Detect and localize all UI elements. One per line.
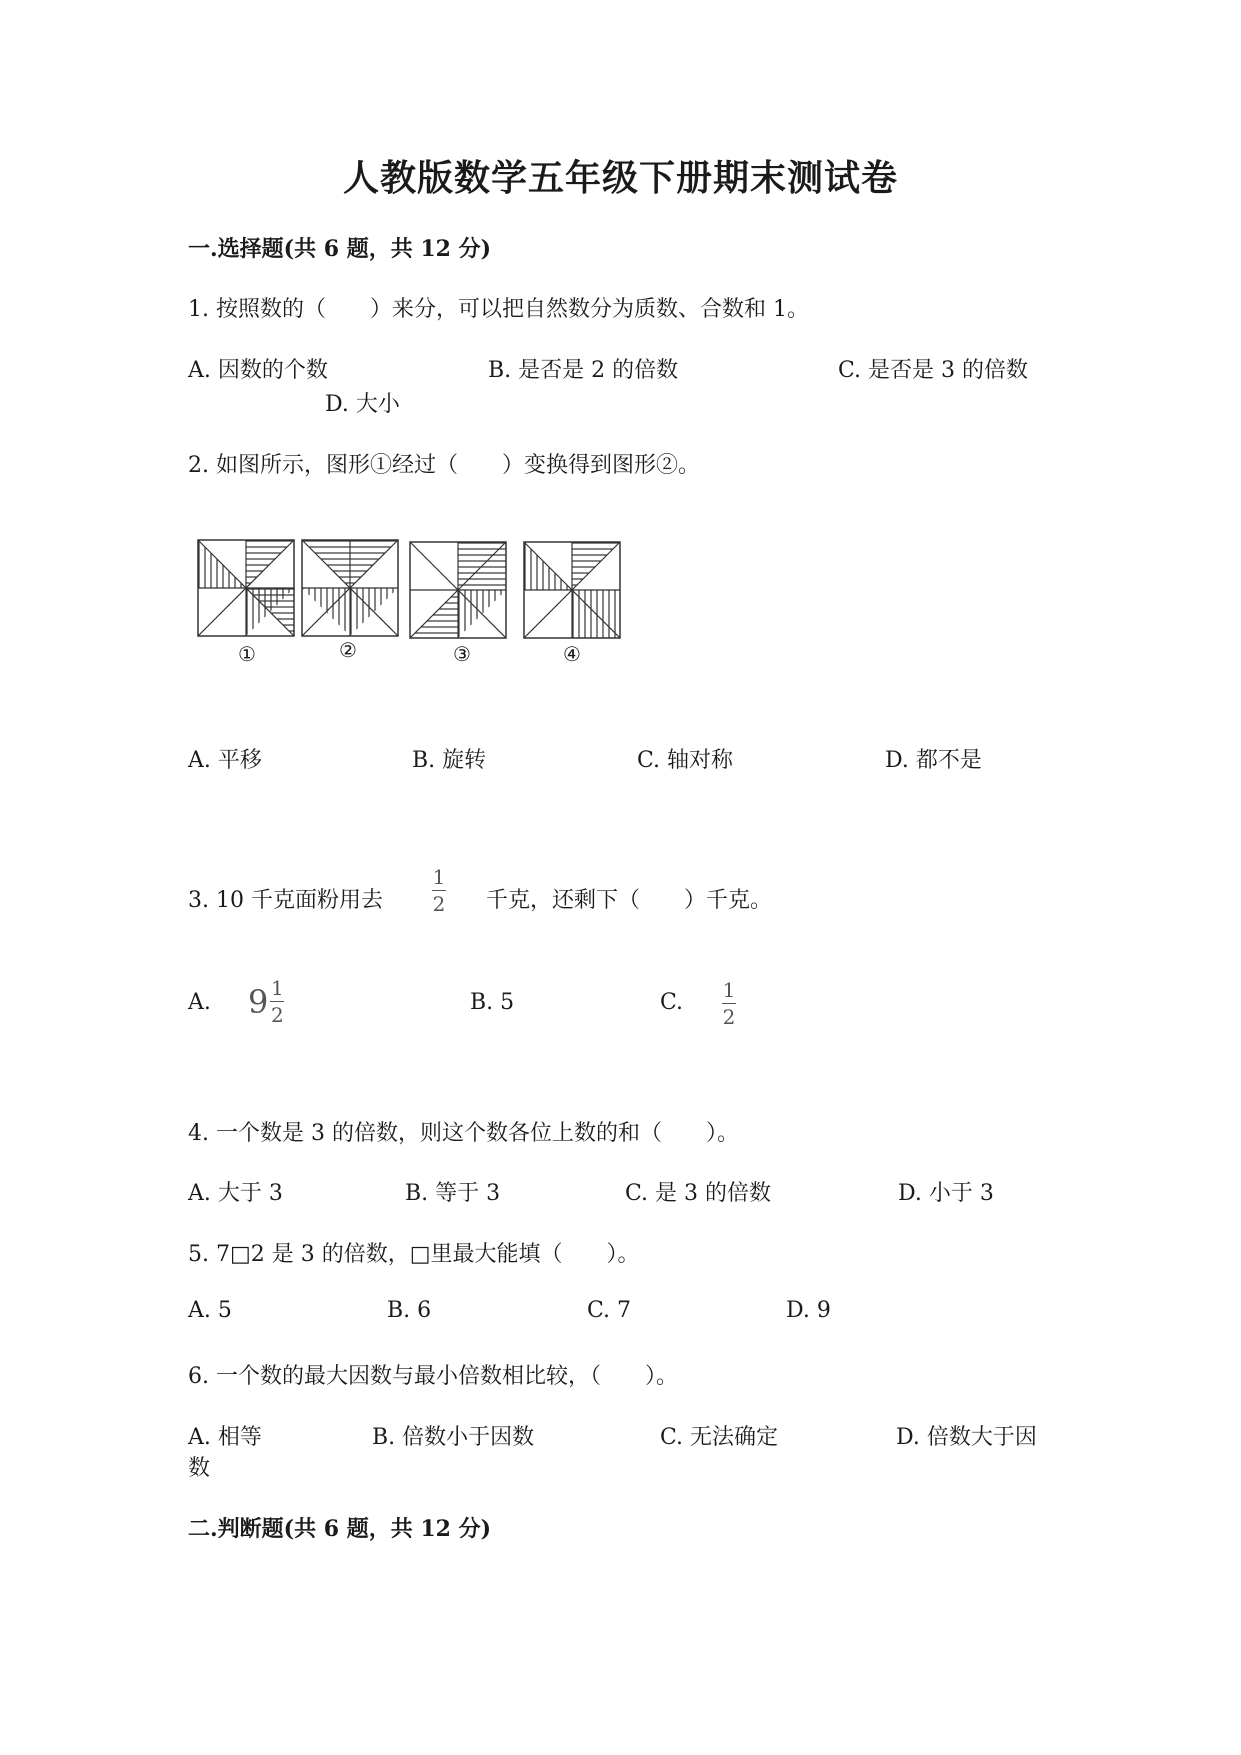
question-4-text: 4. 一个数是 3 的倍数，则这个数各位上数的和（ ）。 bbox=[188, 1121, 739, 1146]
q2-option-d: D. 都不是 bbox=[885, 748, 982, 773]
q6-option-c: C. 无法确定 bbox=[660, 1425, 779, 1450]
q6-option-b: B. 倍数小于因数 bbox=[372, 1425, 535, 1450]
figure-label-4: ④ bbox=[563, 642, 581, 666]
q3-option-a-whole: 9 bbox=[248, 982, 269, 1021]
q3-fraction bbox=[432, 867, 446, 914]
q3-fraction-numerator: 1 bbox=[432, 865, 446, 889]
section-heading-choice: 一.选择题(共 6 题，共 12 分) bbox=[188, 236, 492, 262]
q3-option-a-denominator: 2 bbox=[270, 1003, 284, 1027]
fraction-bar bbox=[432, 890, 446, 891]
figure-square-4 bbox=[524, 542, 620, 638]
q1-option-d: D. 大小 bbox=[325, 392, 400, 417]
q3-option-a-mixed-number bbox=[248, 978, 284, 1025]
q2-option-b: B. 旋转 bbox=[412, 748, 487, 773]
question-2-text: 2. 如图所示，图形①经过（ ）变换得到图形②。 bbox=[188, 453, 700, 478]
q2-option-c: C. 轴对称 bbox=[637, 748, 734, 773]
q3-option-c-fraction bbox=[722, 980, 736, 1027]
q5-option-c: C. 7 bbox=[587, 1298, 632, 1323]
figure-label-1: ① bbox=[238, 642, 256, 666]
q3-option-c-denominator: 2 bbox=[722, 1005, 736, 1029]
figure-label-2: ② bbox=[339, 638, 357, 662]
q3-option-a-label: A. bbox=[188, 990, 211, 1015]
figure-square-1 bbox=[198, 540, 294, 636]
q5-option-b: B. 6 bbox=[387, 1298, 432, 1323]
q1-option-b: B. 是否是 2 的倍数 bbox=[488, 358, 679, 383]
figure-label-3: ③ bbox=[453, 642, 471, 666]
fraction-bar bbox=[722, 1003, 736, 1004]
question-3-text-before: 3. 10 千克面粉用去 bbox=[188, 888, 383, 913]
q6-option-a: A. 相等 bbox=[188, 1425, 262, 1450]
figure-square-3 bbox=[410, 542, 506, 638]
figure-square-2 bbox=[302, 540, 398, 636]
q3-option-a-numerator: 1 bbox=[270, 976, 284, 1000]
q5-option-d: D. 9 bbox=[786, 1298, 831, 1323]
question-6-text: 6. 一个数的最大因数与最小倍数相比较，（ ）。 bbox=[188, 1364, 678, 1389]
q3-option-b: B. 5 bbox=[470, 990, 515, 1015]
q3-fraction-denominator: 2 bbox=[432, 892, 446, 916]
page-title: 人教版数学五年级下册期末测试卷 bbox=[342, 157, 898, 199]
q1-option-c: C. 是否是 3 的倍数 bbox=[838, 358, 1029, 383]
q3-option-c-label: C. bbox=[660, 990, 684, 1015]
question-5-text: 5. 7□2 是 3 的倍数，□里最大能填（ ）。 bbox=[188, 1242, 640, 1267]
q4-option-c: C. 是 3 的倍数 bbox=[625, 1181, 772, 1206]
q6-option-d: D. 倍数大于因 bbox=[896, 1425, 1037, 1450]
q2-option-a: A. 平移 bbox=[188, 748, 262, 773]
q5-option-a: A. 5 bbox=[188, 1298, 232, 1323]
question-3-text-after: 千克，还剩下（ ）千克。 bbox=[486, 888, 773, 913]
q6-option-d-wrap: 数 bbox=[188, 1456, 211, 1481]
question-1-text: 1. 按照数的（ ）来分，可以把自然数分为质数、合数和 1。 bbox=[188, 297, 809, 322]
q4-option-b: B. 等于 3 bbox=[405, 1181, 501, 1206]
q1-option-a: A. 因数的个数 bbox=[188, 358, 328, 383]
fraction-bar bbox=[270, 1001, 284, 1002]
section-heading-judgement: 二.判断题(共 6 题，共 12 分) bbox=[188, 1516, 492, 1542]
q4-option-d: D. 小于 3 bbox=[898, 1181, 994, 1206]
q3-option-c-numerator: 1 bbox=[722, 978, 736, 1002]
q4-option-a: A. 大于 3 bbox=[188, 1181, 283, 1206]
